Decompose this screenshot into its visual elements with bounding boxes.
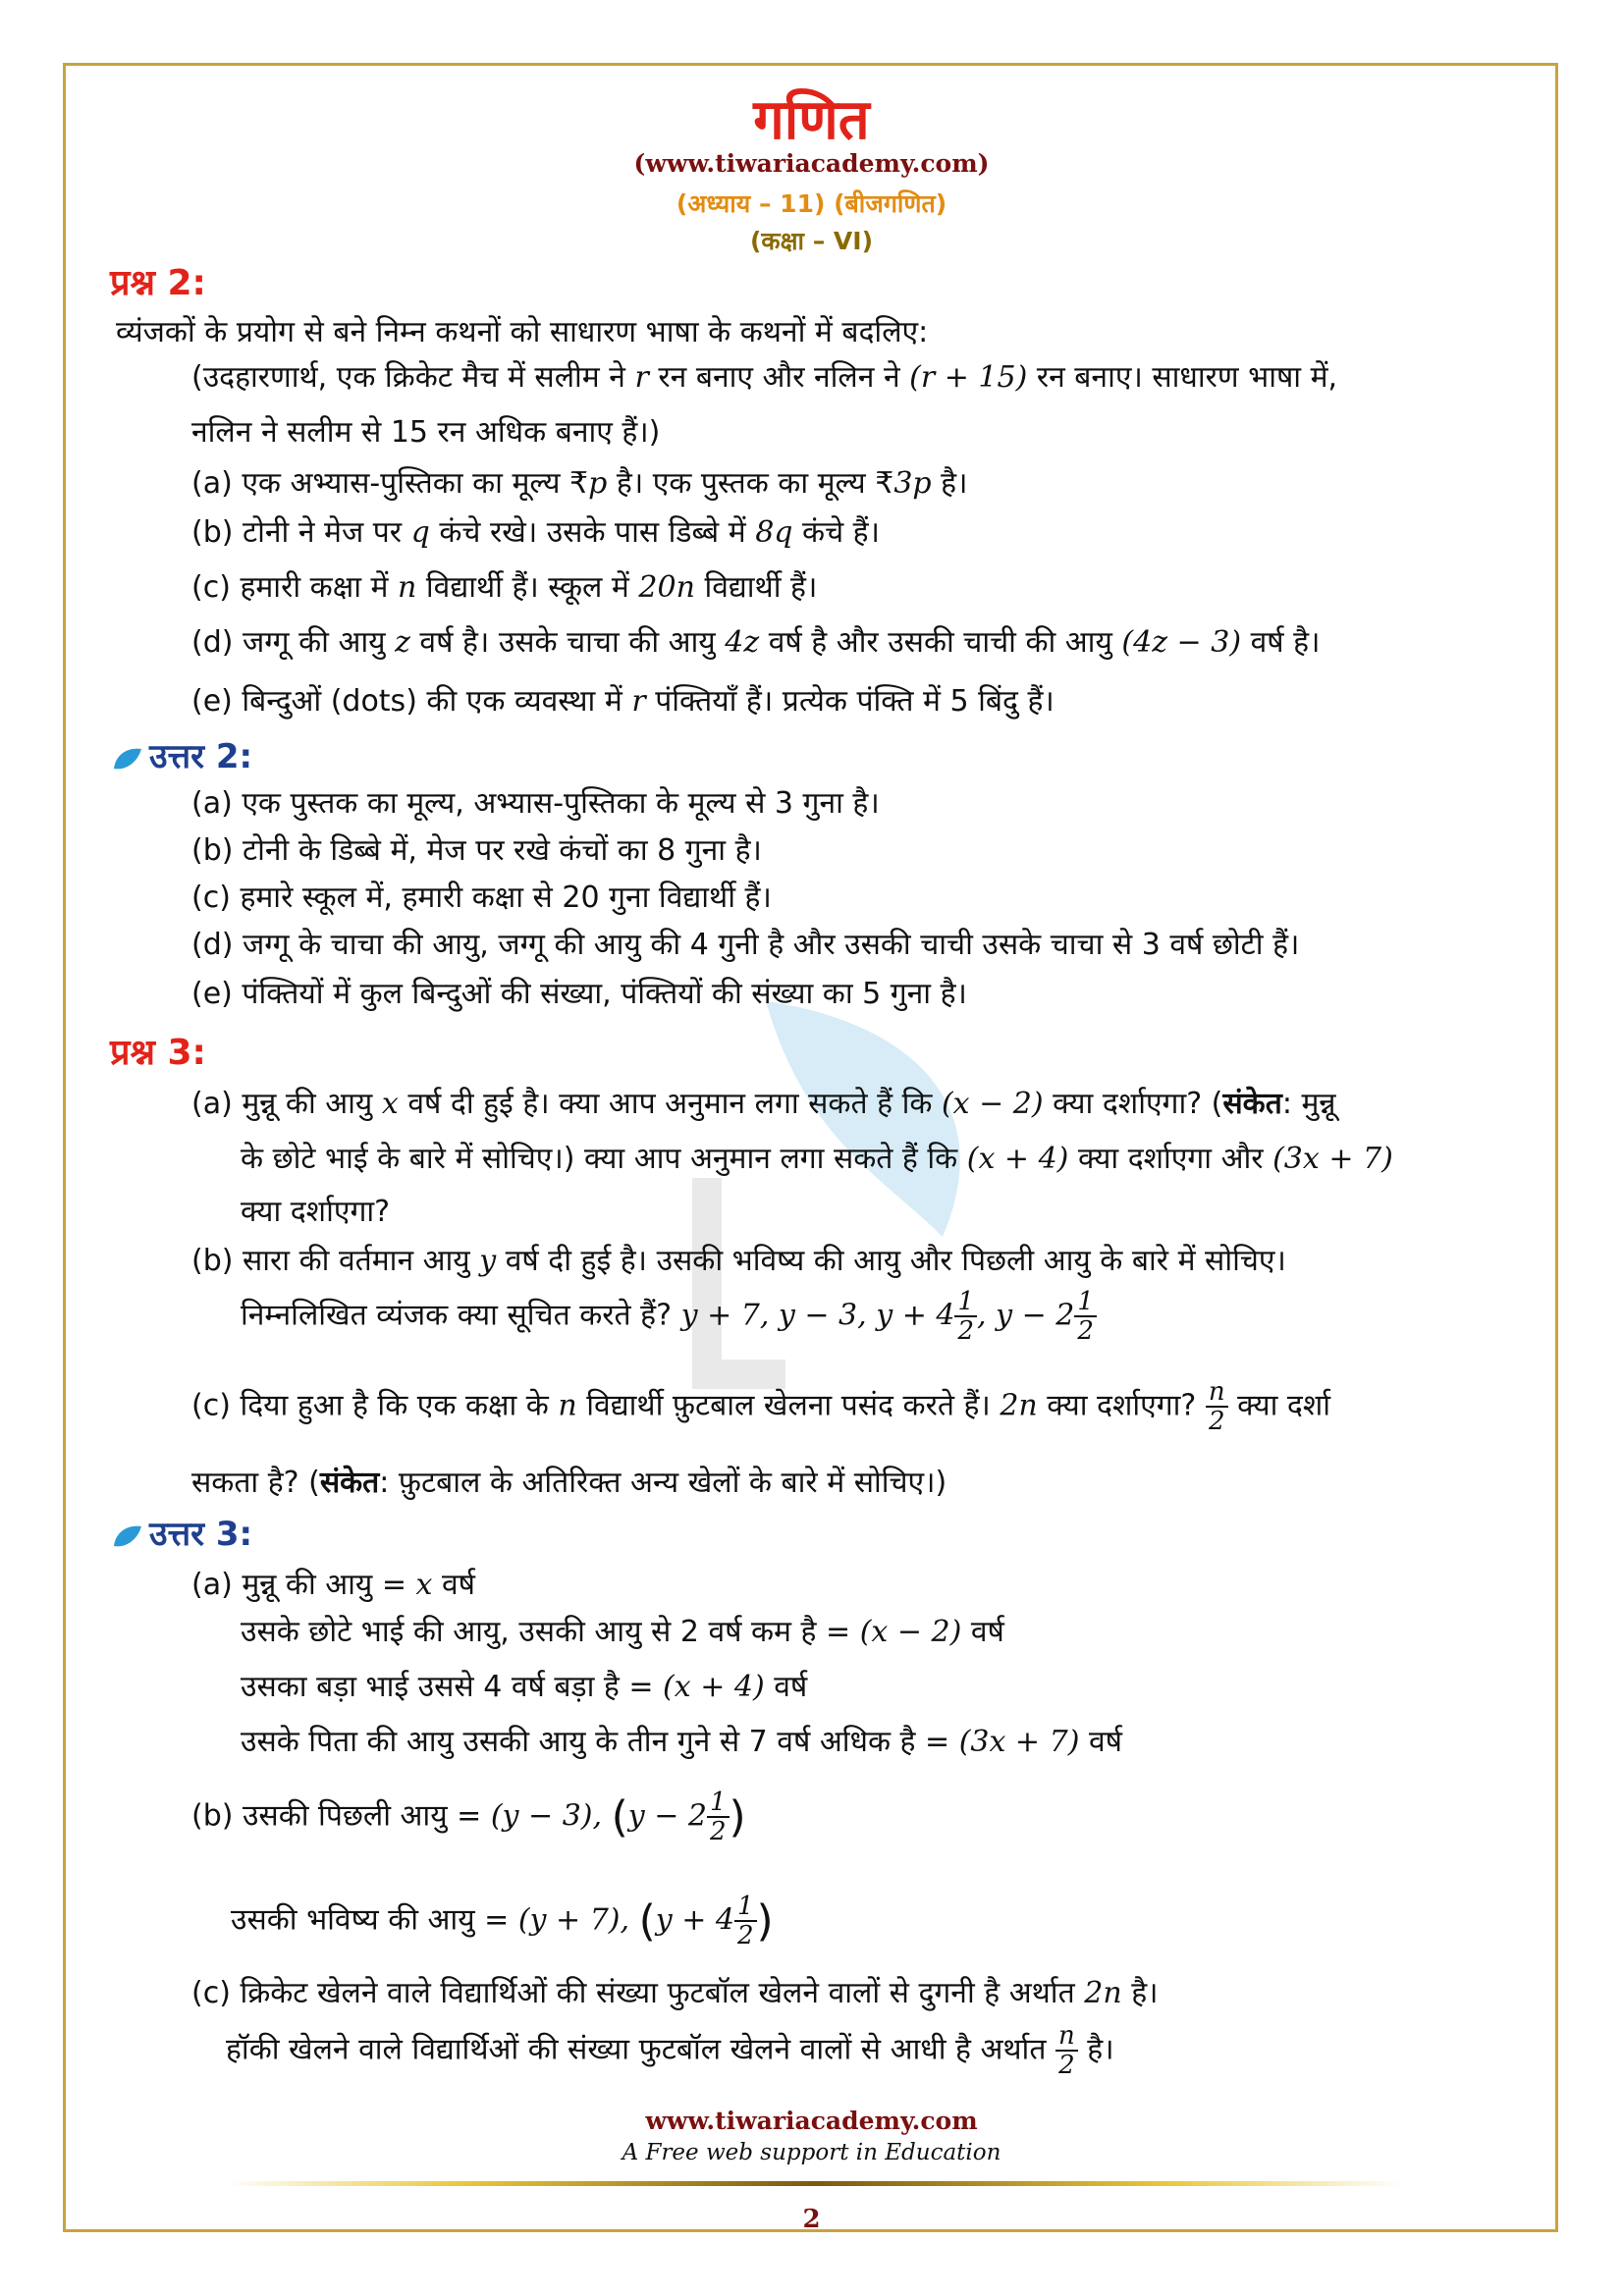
fraction-half: $\frac{1}{2}$ bbox=[954, 1288, 977, 1345]
fraction-n-over-2: $\frac{n}{2}$ bbox=[1206, 1378, 1228, 1435]
fraction-half: $\frac{1}{2}$ bbox=[734, 1893, 757, 1949]
answer-2-heading: उत्तर 2: bbox=[110, 732, 252, 777]
q2-part-b: (b) टोनी ने मेज पर q कंचे रखे। उसके पास डिब्बे में 8q कंचे हैं। bbox=[191, 515, 880, 550]
footer-divider bbox=[226, 2181, 1404, 2186]
a3-part-a-line-1: (a) मुन्नू की आयु = x वर्ष bbox=[191, 1568, 476, 1602]
header-website: (www.tiwariacademy.com) bbox=[633, 149, 990, 178]
a3-part-c-line-2: हॉकी खेलने वाले विद्यार्थिओं की संख्या फुटबॉल खेलने वालों से आधी है अर्थात $\frac{n}{2}$ है। bbox=[226, 2021, 1114, 2080]
a3-part-a-line-4: उसके पिता की आयु उसकी आयु के तीन गुने से 7 वर्ष अधिक है = (3x + 7) वर्ष bbox=[241, 1725, 1122, 1759]
footer-website-link[interactable]: www.tiwariacademy.com bbox=[645, 2107, 978, 2135]
fraction-half: $\frac{1}{2}$ bbox=[707, 1789, 730, 1845]
q2-part-d: (d) जग्गू की आयु z वर्ष है। उसके चाचा की आयु 4z वर्ष है और उसकी चाची की आयु (4z − 3) वर्ष है। bbox=[191, 625, 1321, 660]
footer-tagline: A Free web support in Education bbox=[622, 2140, 1001, 2165]
chapter-label: (अध्याय – 11) (बीजगणित) bbox=[676, 189, 947, 218]
question-2-heading: प्रश्न 2: bbox=[110, 263, 206, 303]
a2-part-c: (c) हमारे स्कूल में, हमारी कक्षा से 20 गुना विद्यार्थी हैं। bbox=[191, 881, 772, 915]
a3-part-a-line-2: उसके छोटे भाई की आयु, उसकी आयु से 2 वर्ष कम है = (x − 2) वर्ष bbox=[241, 1615, 1004, 1649]
a2-part-a: (a) एक पुस्तक का मूल्य, अभ्यास-पुस्तिका के मूल्य से 3 गुना है। bbox=[191, 786, 880, 821]
q2-part-c: (c) हमारी कक्षा में n विद्यार्थी हैं। स्कूल में 20n विद्यार्थी हैं। bbox=[191, 570, 818, 605]
q3-part-b-line-2: निम्नलिखित व्यंजक क्या सूचित करते हैं? y + 7, y − 3, y + 4 $\frac{1}{2}$ , y − 2 $\frac{1}{2}$ bbox=[241, 1288, 1097, 1345]
q3-part-c-line-1: (c) दिया हुआ है कि एक कक्षा के n विद्यार्थी फ़ुटबाल खेलना पसंद करते हैं। 2n क्या दर्शाएगा? $\frac{n}{2}$ क्या दर्शा bbox=[191, 1377, 1331, 1436]
class-label: (कक्षा – VI) bbox=[749, 227, 873, 255]
answer-3-heading: उत्तर 3: bbox=[110, 1510, 252, 1555]
fraction-n-over-2: $\frac{n}{2}$ bbox=[1055, 2022, 1078, 2079]
a3-part-c-line-1: (c) क्रिकेट खेलने वाले विद्यार्थिओं की संख्या फुटबॉल खेलने वालों से दुगनी है अर्थात 2n है। bbox=[191, 1976, 1159, 2010]
leaf-logo-icon bbox=[110, 1522, 143, 1550]
q2-example-line-1: (उदहारणार्थ, एक क्रिकेट मैच में सलीम ने r रन बनाए और नलिन ने (r + 15) रन बनाए। साधारण भाषा में, bbox=[191, 360, 1338, 395]
a2-part-e: (e) पंक्तियों में कुल बिन्दुओं की संख्या, पंक्तियों की संख्या का 5 गुना है। bbox=[191, 977, 967, 1011]
q3-part-b-line-1: (b) सारा की वर्तमान आयु y वर्ष दी हुई है। उसकी भविष्य की आयु और पिछली आयु के बारे में सोचिए। bbox=[191, 1244, 1286, 1278]
q3-part-a-line-2: के छोटे भाई के बारे में सोचिए।) क्या आप अनुमान लगा सकते हैं कि (x + 4) क्या दर्शाएगा और (3x + 7) bbox=[241, 1142, 1393, 1176]
fraction-half: $\frac{1}{2}$ bbox=[1074, 1288, 1097, 1345]
a3-part-b-line-2: उसकी भविष्य की आयु = (y + 7), (y + 4 $\frac{1}{2}$ ) bbox=[231, 1892, 774, 1950]
q2-example-line-2: नलिन ने सलीम से 15 रन अधिक बनाए हैं।) bbox=[191, 415, 661, 450]
leaf-logo-icon bbox=[110, 745, 143, 773]
a2-part-b: (b) टोनी के डिब्बे में, मेज पर रखे कंचों का 8 गुना है। bbox=[191, 833, 762, 868]
question-3-heading: प्रश्न 3: bbox=[110, 1033, 206, 1073]
q2-part-a: (a) एक अभ्यास-पुस्तिका का मूल्य ₹p है। एक पुस्तक का मूल्य ₹3p है। bbox=[191, 466, 968, 501]
page-number: 2 bbox=[802, 2205, 821, 2234]
q2-intro: व्यंजकों के प्रयोग से बने निम्न कथनों को साधारण भाषा के कथनों में बदलिए: bbox=[116, 315, 929, 349]
a2-part-d: (d) जग्गू के चाचा की आयु, जग्गू की आयु की 4 गुनी है और उसकी चाची उसके चाचा से 3 वर्ष छोटी हैं। bbox=[191, 928, 1300, 962]
q3-part-a-line-1: (a) मुन्नू की आयु x वर्ष दी हुई है। क्या आप अनुमान लगा सकते हैं कि (x − 2) क्या दर्शाएगा? (संकेत: मुन्नू bbox=[191, 1087, 1336, 1121]
q2-part-e: (e) बिन्दुओं (dots) की एक व्यवस्था में r पंक्तियाँ हैं। प्रत्येक पंक्ति में 5 बिंदु हैं। bbox=[191, 684, 1055, 719]
q3-part-c-line-2: सकता है? (संकेत: फ़ुटबाल के अतिरिक्त अन्य खेलों के बारे में सोचिए।) bbox=[191, 1466, 947, 1500]
a3-part-a-line-3: उसका बड़ा भाई उससे 4 वर्ष बड़ा है = (x + 4) वर्ष bbox=[241, 1670, 808, 1704]
a3-part-b-line-1: (b) उसकी पिछली आयु = (y − 3), (y − 2 $\frac{1}{2}$ ) bbox=[191, 1788, 746, 1846]
q3-part-a-line-3: क्या दर्शाएगा? bbox=[241, 1195, 391, 1229]
page-title: गणित bbox=[753, 88, 870, 152]
